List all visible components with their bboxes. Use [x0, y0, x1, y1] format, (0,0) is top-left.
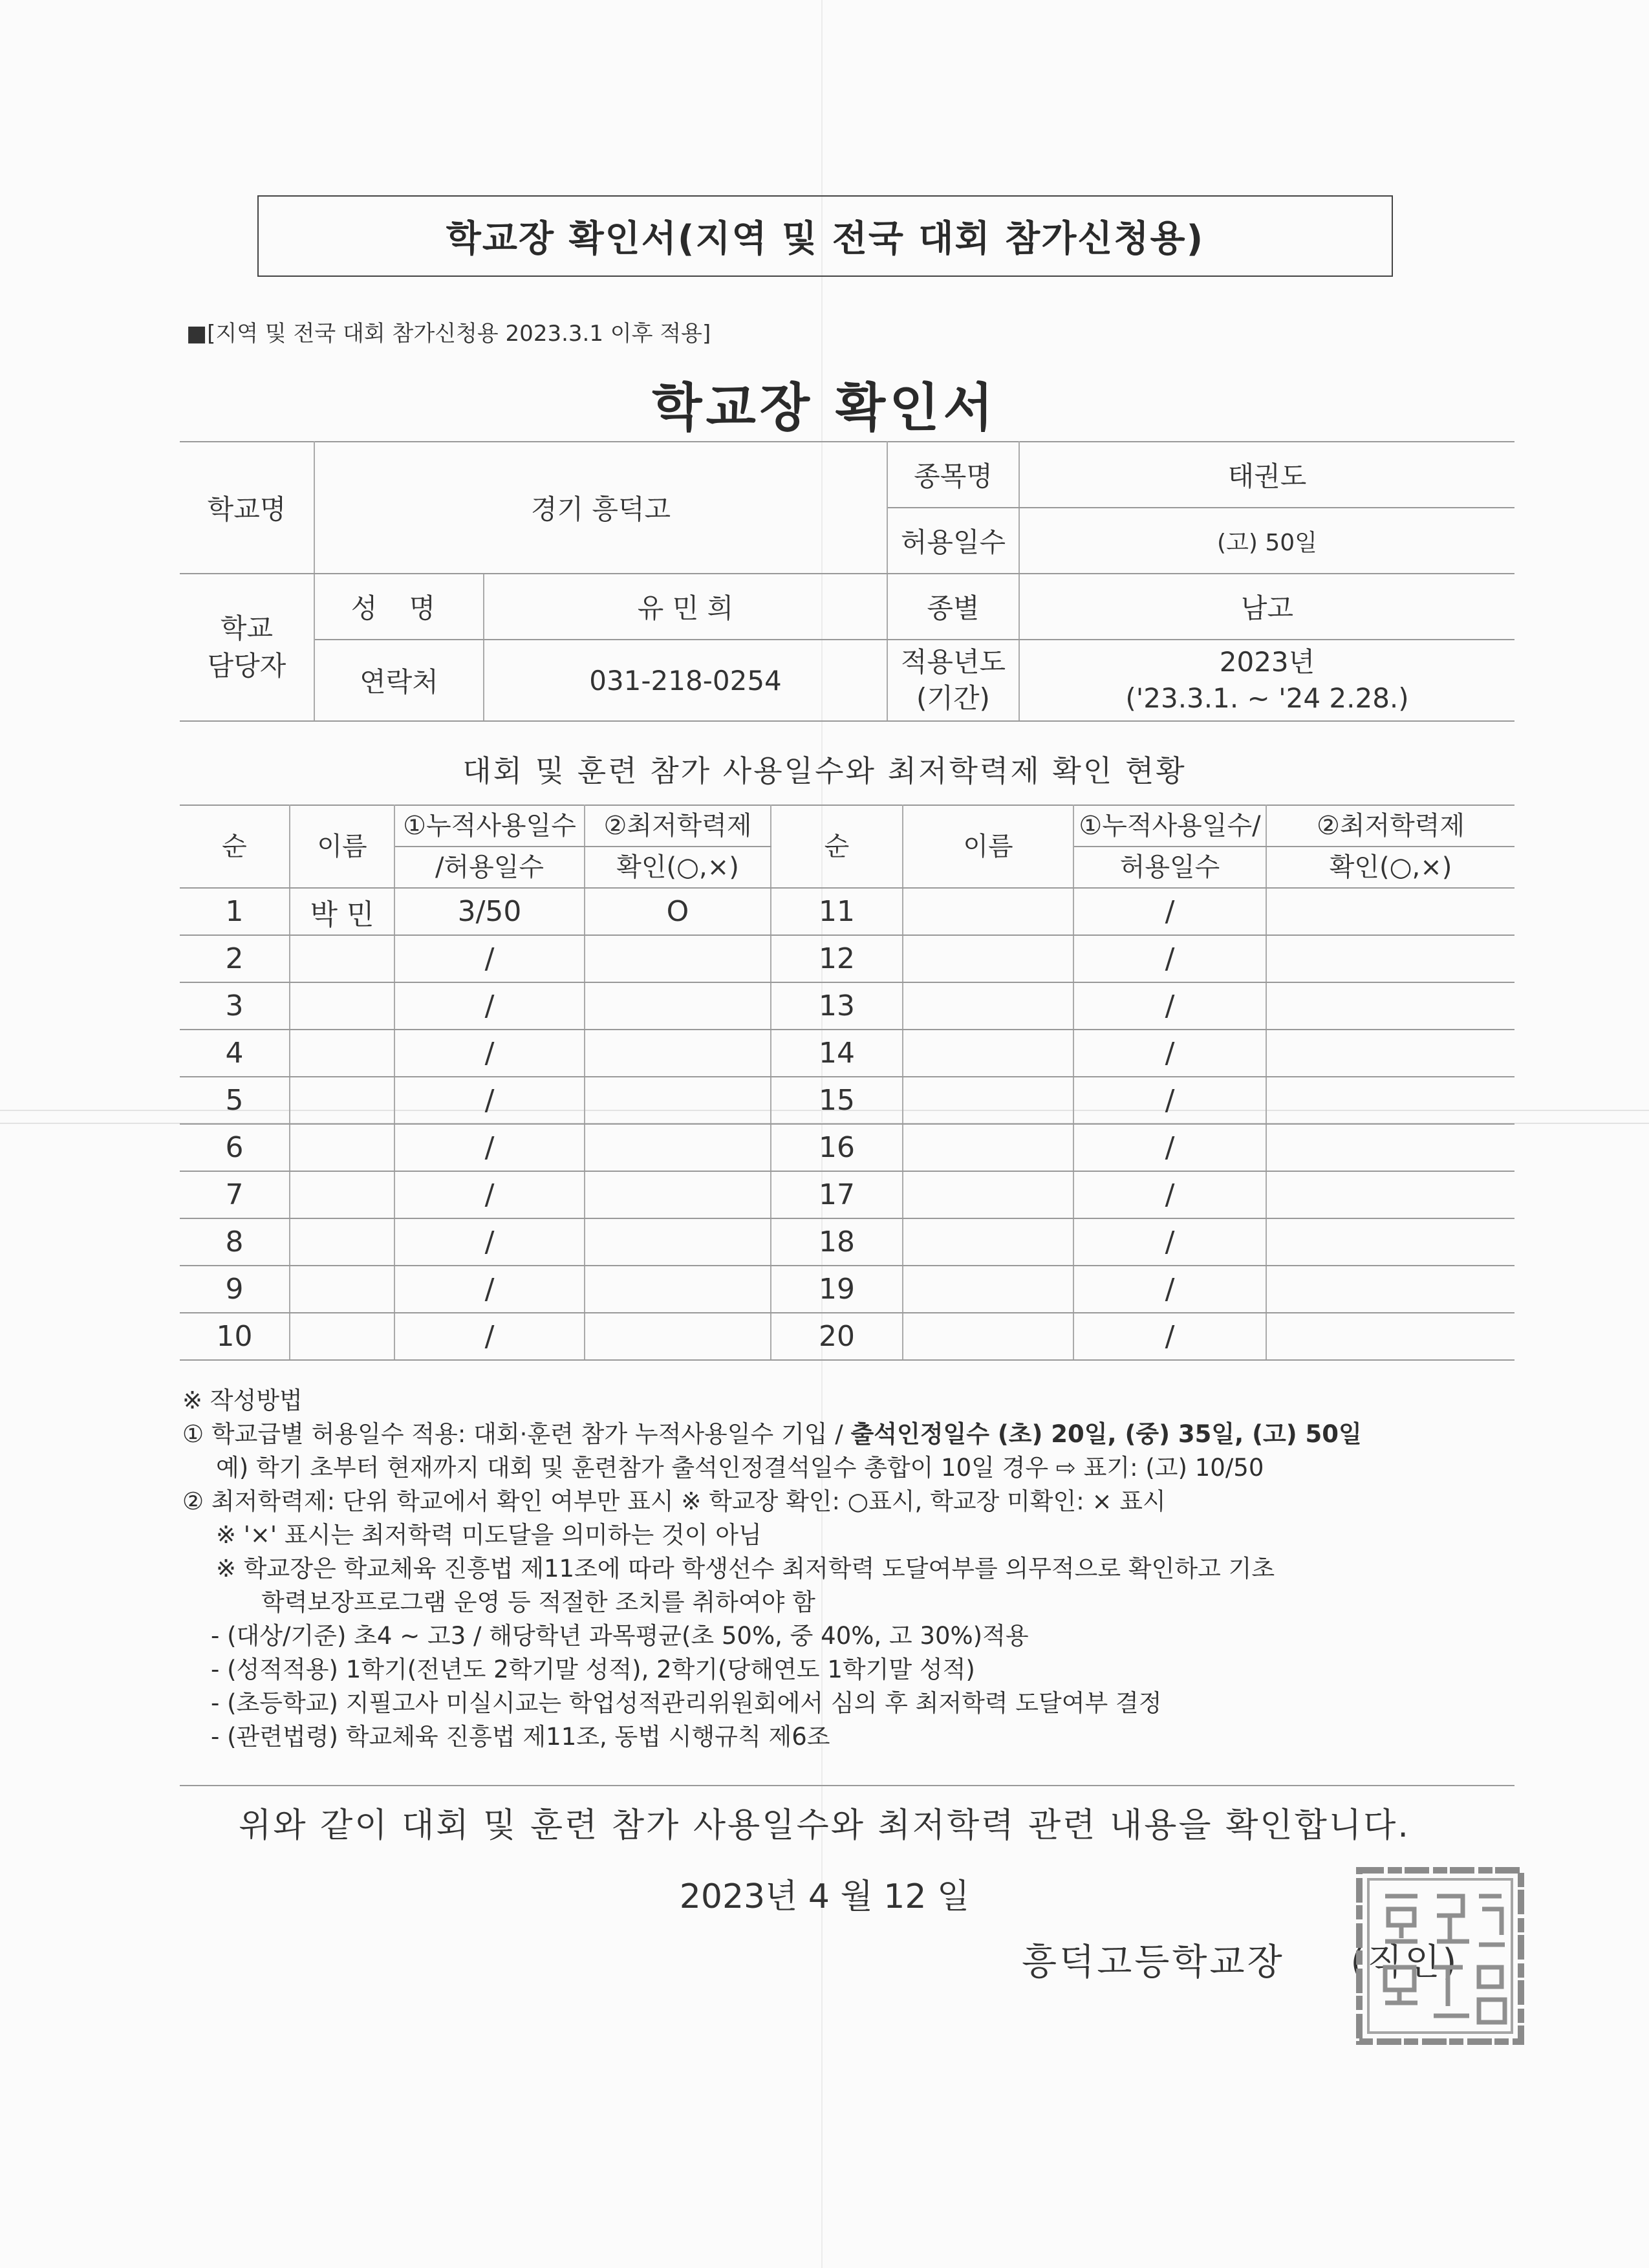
- sport-value: 태권도: [1019, 442, 1514, 508]
- row-check: [585, 1313, 771, 1360]
- note-2-a: ※ '×' 표시는 최저학력 미도달을 의미하는 것이 아님: [216, 1521, 762, 1549]
- row-days-right: /: [1073, 1218, 1266, 1266]
- row-name-right: [903, 1124, 1073, 1171]
- section-title: 대회 및 훈련 참가 사용일수와 최저학력제 확인 현황: [462, 753, 1187, 788]
- table-row: [180, 935, 1514, 982]
- row-check-right: [1266, 1171, 1514, 1218]
- applicability-note: ■[지역 및 전국 대회 참가신청용 2023.3.1 이후 적용]: [186, 321, 711, 347]
- row-no-right: 15: [771, 1077, 903, 1124]
- row-name-right: [903, 1313, 1073, 1360]
- divider: [180, 1785, 1514, 1786]
- table-row: [180, 1124, 1514, 1171]
- participation-table: [180, 805, 1514, 1361]
- note-2-c: 학력보장프로그램 운영 등 적절한 조치를 취하여야 함: [261, 1588, 815, 1616]
- row-no: 4: [180, 1030, 290, 1077]
- row-days: /: [394, 1218, 585, 1266]
- row-days-right: /: [1073, 1077, 1266, 1124]
- header-name: 이름: [290, 805, 394, 888]
- row-check: [585, 935, 771, 982]
- row-no-right: 14: [771, 1030, 903, 1077]
- table-row: [180, 888, 1514, 935]
- header-academic-sub: 확인(○,×): [585, 847, 771, 888]
- row-name-right: [903, 1266, 1073, 1313]
- row-check-right: [1266, 1077, 1514, 1124]
- row-no-right: 16: [771, 1124, 903, 1171]
- confirmation-statement: 위와 같이 대회 및 훈련 참가 사용일수와 최저학력 관련 내용을 확인합니다.: [239, 1806, 1410, 1845]
- row-no: 6: [180, 1124, 290, 1171]
- row-no: 5: [180, 1077, 290, 1124]
- header-days-right-sub: 허용일수: [1073, 847, 1266, 888]
- row-days: /: [394, 1313, 585, 1360]
- row-no: 3: [180, 982, 290, 1030]
- row-days-right: /: [1073, 888, 1266, 935]
- row-check: O: [585, 888, 771, 935]
- row-check-right: [1266, 1124, 1514, 1171]
- table-row: [180, 982, 1514, 1030]
- header-no-right: 순: [771, 805, 903, 888]
- row-check: [585, 1030, 771, 1077]
- table-row: [180, 1030, 1514, 1077]
- row-check-right: [1266, 1218, 1514, 1266]
- row-days: 3/50: [394, 888, 585, 935]
- row-name: [290, 1077, 394, 1124]
- row-days: /: [394, 1030, 585, 1077]
- row-check: [585, 1218, 771, 1266]
- row-no-right: 11: [771, 888, 903, 935]
- school-name-label: 학교명: [180, 442, 314, 574]
- note-1-text: ① 학교급별 허용일수 적용: 대회·훈련 참가 누적사용일수 기입 /: [182, 1420, 851, 1448]
- school-info-table: [180, 441, 1514, 722]
- category-label: 종별: [887, 574, 1019, 640]
- page-title: 학교장 확인서: [652, 378, 997, 438]
- row-days: /: [394, 1266, 585, 1313]
- row-no: 10: [180, 1313, 290, 1360]
- detail-2: - (성적적용) 1학기(전년도 2학기말 성적), 2학기(당해연도 1학기말 성적): [211, 1656, 975, 1683]
- row-check: [585, 1077, 771, 1124]
- year-value-line2: ('23.3.1. ~ '24 2.28.): [1125, 682, 1409, 714]
- manager-label: [180, 574, 314, 721]
- row-no-right: 13: [771, 982, 903, 1030]
- note-2: ② 최저학력제: 단위 학교에서 확인 여부만 표시 ※ 학교장 확인: ○표시, 학교장 미확인: × 표시: [182, 1487, 1166, 1515]
- category-value: 남고: [1019, 574, 1514, 640]
- row-check-right: [1266, 1266, 1514, 1313]
- detail-3: - (초등학교) 지필고사 미실시교는 학업성적관리위원회에서 심의 후 최저학력 도달여부 결정: [211, 1689, 1162, 1717]
- table-row: [180, 1077, 1514, 1124]
- row-name-right: [903, 935, 1073, 982]
- row-check-right: [1266, 935, 1514, 982]
- detail-4: - (관련법령) 학교체육 진흥법 제11조, 동법 시행규칙 제6조: [211, 1723, 830, 1751]
- row-name-right: [903, 888, 1073, 935]
- row-days: /: [394, 1124, 585, 1171]
- official-seal-icon: [1350, 1864, 1527, 2048]
- table-row: [180, 1313, 1514, 1360]
- row-name: [290, 1171, 394, 1218]
- sport-label: 종목명: [887, 442, 1019, 508]
- note-1-example: 예) 학기 초부터 현재까지 대회 및 훈련참가 출석인정결석일수 총합이 10일 경우 ⇨ 표기: (고) 10/50: [216, 1454, 1264, 1482]
- year-label-line2: (기간): [916, 682, 990, 714]
- row-name-right: [903, 1218, 1073, 1266]
- document-title-box: 학교장 확인서(지역 및 전국 대회 참가신청용): [257, 195, 1393, 277]
- row-check-right: [1266, 1313, 1514, 1360]
- table-row: [180, 1171, 1514, 1218]
- contact-value: 031-218-0254: [484, 640, 887, 721]
- row-days-right: /: [1073, 1313, 1266, 1360]
- school-name-value: 경기 흥덕고: [314, 442, 887, 574]
- row-no-right: 12: [771, 935, 903, 982]
- row-name: [290, 1030, 394, 1077]
- header-academic: ②최저학력제: [585, 805, 771, 847]
- manager-label-line2: 담당자: [207, 650, 286, 682]
- year-label: [887, 640, 1019, 721]
- year-label-line1: 적용년도: [900, 646, 1006, 678]
- year-value: [1019, 640, 1514, 721]
- row-name: 박 민: [290, 888, 394, 935]
- writing-instructions: [182, 1384, 1514, 1754]
- header-academic-right-sub: 확인(○,×): [1266, 847, 1514, 888]
- header-academic-right: ②최저학력제: [1266, 805, 1514, 847]
- note-2-b: ※ 학교장은 학교체육 진흥법 제11조에 따라 학생선수 최저학력 도달여부를 의무적으로 확인하고 기초: [216, 1555, 1275, 1582]
- row-days: /: [394, 1171, 585, 1218]
- detail-1: - (대상/기준) 초4 ~ 고3 / 해당학년 과목평균(초 50%, 중 40%, 고 30%)적용: [211, 1622, 1029, 1650]
- row-no: 2: [180, 935, 290, 982]
- row-days-right: /: [1073, 1171, 1266, 1218]
- row-name-right: [903, 982, 1073, 1030]
- header-no: 순: [180, 805, 290, 888]
- row-check-right: [1266, 1030, 1514, 1077]
- header-name-right: 이름: [903, 805, 1073, 888]
- manager-name-value: 유 민 희: [484, 574, 887, 640]
- header-days-sub: /허용일수: [394, 847, 585, 888]
- allowed-days-value: (고) 50일: [1019, 508, 1514, 574]
- row-check: [585, 1266, 771, 1313]
- table-row: [180, 1218, 1514, 1266]
- row-check: [585, 982, 771, 1030]
- manager-name-label: 성 명: [314, 574, 484, 640]
- row-check-right: [1266, 888, 1514, 935]
- row-no-right: 19: [771, 1266, 903, 1313]
- row-days: /: [394, 1077, 585, 1124]
- row-name-right: [903, 1030, 1073, 1077]
- row-name: [290, 1218, 394, 1266]
- row-no: 1: [180, 888, 290, 935]
- row-name: [290, 1313, 394, 1360]
- row-no: 7: [180, 1171, 290, 1218]
- row-no-right: 18: [771, 1218, 903, 1266]
- allowed-days-label: 허용일수: [887, 508, 1019, 574]
- row-days-right: /: [1073, 1124, 1266, 1171]
- row-check: [585, 1124, 771, 1171]
- header-days-right: ①누적사용일수/: [1073, 805, 1266, 847]
- note-1: [182, 1418, 1514, 1451]
- row-no: 9: [180, 1266, 290, 1313]
- principal-title: 흥덕고등학교장: [1022, 1941, 1285, 1983]
- row-no: 8: [180, 1218, 290, 1266]
- row-days: /: [394, 982, 585, 1030]
- row-name: [290, 1266, 394, 1313]
- row-name-right: [903, 1171, 1073, 1218]
- row-check-right: [1266, 982, 1514, 1030]
- row-name-right: [903, 1077, 1073, 1124]
- row-days: /: [394, 935, 585, 982]
- issue-date: 2023년 4 월 12 일: [679, 1877, 970, 1916]
- row-name: [290, 982, 394, 1030]
- year-value-line1: 2023년: [1219, 646, 1315, 678]
- row-no-right: 17: [771, 1171, 903, 1218]
- row-name: [290, 1124, 394, 1171]
- row-days-right: /: [1073, 982, 1266, 1030]
- manager-label-line1: 학교: [220, 612, 274, 644]
- row-check: [585, 1171, 771, 1218]
- table-row: [180, 1266, 1514, 1313]
- note-1-bold: 출석인정일수 (초) 20일, (중) 35일, (고) 50일: [850, 1420, 1362, 1448]
- row-days-right: /: [1073, 1266, 1266, 1313]
- row-name: [290, 935, 394, 982]
- row-days-right: /: [1073, 1030, 1266, 1077]
- contact-label: 연락처: [314, 640, 484, 721]
- notes-title: ※ 작성방법: [182, 1387, 303, 1414]
- row-days-right: /: [1073, 935, 1266, 982]
- seal-label: (직인): [1350, 1941, 1460, 1983]
- row-no-right: 20: [771, 1313, 903, 1360]
- header-days: ①누적사용일수: [394, 805, 585, 847]
